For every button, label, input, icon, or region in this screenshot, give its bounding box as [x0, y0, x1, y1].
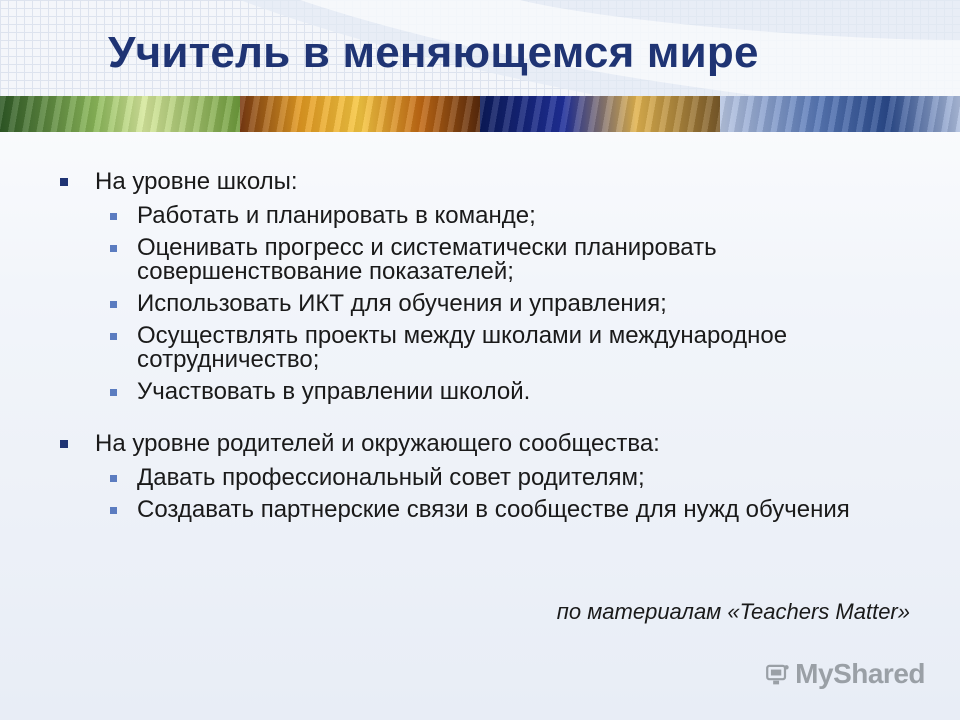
bullet-heading-text: На уровне школы:: [95, 168, 298, 195]
square-bullet-icon: [60, 178, 68, 186]
bullet-item-text: Давать профессиональный совет родителям;: [137, 464, 645, 491]
banner-photo-green: [0, 96, 240, 132]
bullet-item-text: Участвовать в управлении школой.: [137, 378, 531, 405]
bullet-heading-parents: [60, 430, 920, 458]
square-bullet-icon: [110, 301, 117, 308]
bullet-item: [60, 292, 920, 316]
bullet-item-text: Работать и планировать в команде;: [137, 202, 536, 229]
source-citation: по материалам «Teachers Matter»: [556, 599, 910, 624]
bullet-item: [60, 380, 920, 404]
banner-photo-keyboard: [720, 96, 960, 132]
slide-title: Учитель в меняющемся мире: [108, 28, 759, 77]
bullet-item: [60, 204, 920, 228]
banner-photo-blue: [480, 96, 720, 132]
square-bullet-icon: [110, 333, 117, 340]
square-bullet-icon: [110, 475, 117, 482]
bullet-heading-school: [60, 168, 920, 196]
square-bullet-icon: [110, 213, 117, 220]
group-spacer: [60, 404, 920, 430]
bullet-item: [60, 324, 920, 372]
myshared-logo-icon: [765, 657, 790, 691]
square-bullet-icon: [110, 507, 117, 514]
bullet-item: [60, 466, 920, 490]
banner-photo-gears: [240, 96, 480, 132]
square-bullet-icon: [110, 245, 117, 252]
watermark-text: MyShared: [795, 658, 925, 689]
myshared-watermark[interactable]: [765, 654, 925, 694]
bullet-item-text: Создавать партнерские связи в сообществе для нужд обучения: [137, 496, 850, 523]
photo-strip-banner: [0, 96, 960, 132]
bullet-item-text: Оценивать прогресс и систематически планировать совершенствование показателей;: [137, 234, 717, 285]
bullet-heading-text: На уровне родителей и окружающего сообщества:: [95, 430, 660, 457]
bullet-item: [60, 236, 920, 284]
square-bullet-icon: [110, 389, 117, 396]
square-bullet-icon: [60, 440, 68, 448]
bullet-item: [60, 498, 920, 522]
bullet-item-text: Использовать ИКТ для обучения и управления;: [137, 290, 667, 317]
bullet-item-text: Осуществлять проекты между школами и международное сотрудничество;: [137, 322, 788, 373]
bullet-list: [60, 168, 920, 522]
